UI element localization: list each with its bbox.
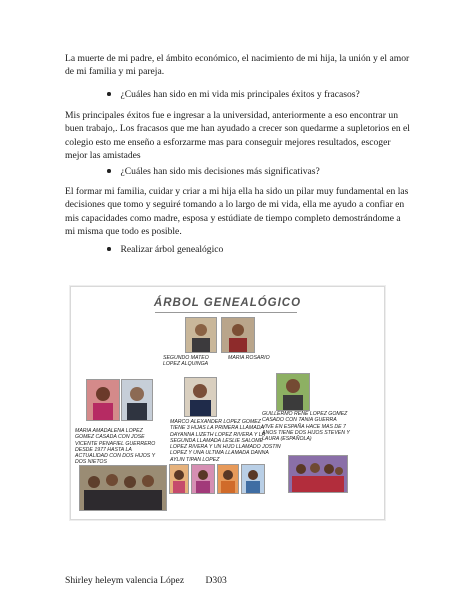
- right-family-group-photo: [288, 455, 348, 493]
- grandmother-photo: [221, 317, 255, 353]
- question-text: Realizar árbol genealógico: [120, 244, 224, 255]
- son-marco-photo: [184, 377, 217, 417]
- paragraph-family-events: La muerte de mi padre, el ámbito económico, el nacimiento de mi hija, la unión y el amor de mi familia y mi pareja.: [65, 53, 410, 78]
- family-tree-image: [70, 286, 385, 520]
- task-family-tree: [107, 243, 223, 256]
- grandchild-1-photo: [169, 464, 189, 494]
- question-text: ¿Cuáles han sido mis decisiones más significativas?: [120, 166, 320, 177]
- course-code: D303: [205, 575, 227, 586]
- bullet-icon: [107, 247, 111, 251]
- paragraph-decisions: El formar mi familia, cuidar y criar a mi hija ella ha sido un pilar muy fundamental en las decisiones que tomo y seguiré tomando a lo largo de mi vida, ella me ayudo a confiar en mis capacidades como madre, esposa y estúdiate de tiempo completo demostrándome a mi misma que todo es posible.: [65, 186, 409, 238]
- right-family-caption: GUILLERMO RENE LOPEZ GOMEZ CASADO CON TANIA GUERRA VIVE EN ESPAÑA HACE MAS DE 7 ANOS TIENE DOS HIJOS STEVEN Y LAURA (ESPAÑOLA): [262, 411, 350, 443]
- left-family-caption: MARIA AMADALENA LOPEZ GOMEZ CASADA CON JOSE VICENTE PENAFIEL GUERRERO DESDE 1977 HASTA LA ACTUALIDAD CON DOS HIJOS Y DOS NIETOS: [75, 428, 156, 466]
- center-family-caption: MARCO ALEXANDER LOPEZ GOMEZ TIENE 3 HIJAS LA PRIMERA LLAMADA DAYANNA LIZETH LOPEZ RIVERA Y LA SEGUNDA LLAMADA LESLIE SALOME LOPEZ RIVERA Y UN HIJO LLAMADO JOSTIN LOPEZ Y UNA ULTIMA LLAMADA DANNA AYLIN TIPAN LOPEZ: [170, 419, 281, 463]
- daughter-photo: [86, 379, 120, 421]
- son-guillermo-photo: [276, 373, 310, 411]
- question-decisions: [107, 165, 320, 178]
- title-underline: [155, 312, 297, 313]
- tree-title: ÁRBOL GENEALÓGICO: [153, 297, 302, 309]
- question-successes-failures: [107, 88, 360, 101]
- left-family-group-photo: [79, 465, 167, 511]
- question-text: ¿Cuáles han sido en mi vida mis principales éxitos y fracasos?: [120, 89, 360, 100]
- footer: [65, 575, 232, 586]
- grandfather-caption: SEGUNDO MATEO LOPEZ ALQUINGA: [163, 355, 209, 368]
- grandchild-4-photo: [241, 464, 265, 494]
- grandfather-photo: [185, 317, 217, 353]
- grandchild-3-photo: [217, 464, 239, 494]
- grandmother-caption: MARIA ROSARIO: [228, 355, 270, 361]
- grandchild-2-photo: [191, 464, 215, 494]
- author-name: Shirley heleym valencia López: [65, 575, 185, 586]
- son-in-law-photo: [121, 379, 153, 421]
- paragraph-successes: Mis principales éxitos fue e ingresar a la universidad, anteriormente a eso encontrar un buen trabajo,. Los fracasos que me han ayudado a crecer son quedarme a supletorios en el colegio esto me enseño a esforzarme mas para conseguir mejores resultados, escoger mejor las amistades: [65, 110, 410, 162]
- bullet-icon: [107, 92, 111, 96]
- bullet-icon: [107, 169, 111, 173]
